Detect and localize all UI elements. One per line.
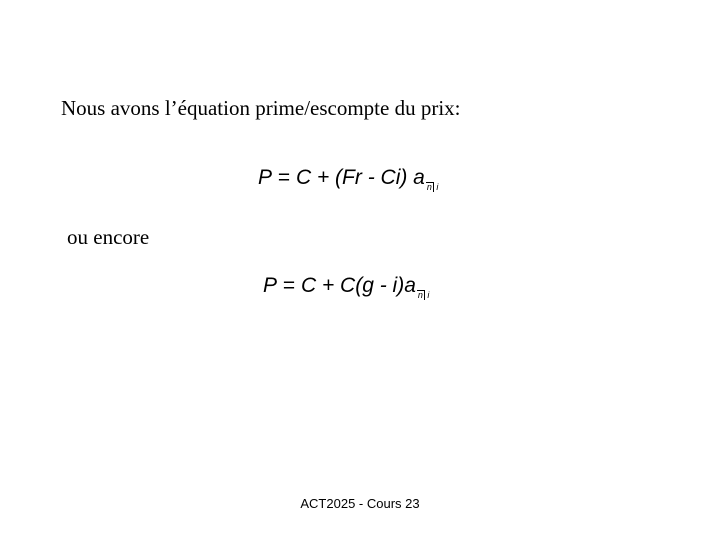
eq1-equals: = bbox=[272, 166, 296, 189]
eq1-rhs: C + (Fr - Ci) a bbox=[295, 166, 425, 189]
eq1-subscript-i: i bbox=[436, 182, 439, 192]
eq2-subscript-n: n bbox=[417, 290, 423, 300]
eq1-annuity-subscript bbox=[426, 182, 439, 192]
alternative-text: ou encore bbox=[67, 225, 150, 249]
eq2-rhs: C + C(g - i)a bbox=[300, 274, 416, 297]
equation-premium-discount bbox=[258, 166, 438, 190]
eq2-annuity-subscript bbox=[417, 290, 430, 300]
slide-footer: ACT2025 - Cours 23 bbox=[300, 496, 420, 511]
eq2-subscript-i: i bbox=[427, 290, 430, 300]
eq2-lhs: P bbox=[263, 274, 278, 297]
eq2-equals: = bbox=[277, 274, 301, 297]
eq1-lhs: P bbox=[258, 166, 273, 189]
equation-alternative bbox=[263, 274, 429, 298]
eq1-subscript-n: n bbox=[426, 182, 432, 192]
intro-text: Nous avons l’équation prime/escompte du prix: bbox=[61, 96, 461, 120]
